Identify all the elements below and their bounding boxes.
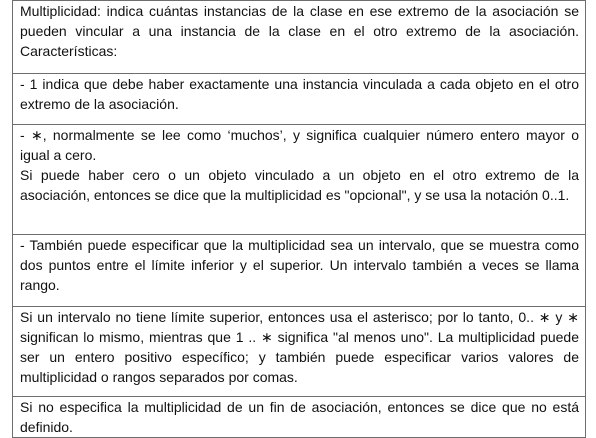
- paragraph-no-definido: [13, 397, 585, 437]
- paragraph-text: - ∗, normalmente se lee como ‘muchos’, y significa cualquier número entero mayor o igual a cero.: [20, 127, 579, 163]
- paragraph-multiplicidad-definicion: [13, 1, 585, 61]
- paragraph-uno-exacto: [13, 74, 585, 114]
- paragraph-text: Si un intervalo no tiene límite superior, entonces usa el asterisco; por lo tanto, 0.. ∗ y ∗ significan lo mismo, mientras que 1 .. ∗ significa "al menos uno". La multiplicidad puede ser un entero positivo específico; y también puede especificar varios valores de multiplicidad o rangos separados por comas.: [20, 309, 579, 385]
- paragraph-sin-limite-superior: [13, 307, 585, 387]
- paragraph-intervalo: [13, 235, 585, 295]
- paragraph-text: Multiplicidad: indica cuántas instancias de la clase en ese extremo de la asociación se pueden vincular a una instancia de la clase en el otro extremo de la asociación. Características:: [20, 3, 579, 59]
- paragraph-text: - También puede especificar que la multiplicidad sea un intervalo, que se muestra como dos puntos entre el límite inferior y el superior. Un intervalo también a veces se llama rango.: [20, 237, 579, 293]
- paragraph-text: - 1 indica que debe haber exactamente una instancia vinculada a cada objeto en el otro extremo de la asociación.: [20, 76, 579, 112]
- document-table: [12, 0, 586, 438]
- paragraph-text: Si puede haber cero o un objeto vinculado a un objeto en el otro extremo de la asociación, entonces se dice que la multiplicidad es "opcional", y se usa la notación 0..1.: [20, 167, 579, 203]
- paragraph-asterisco-muchos: [13, 125, 585, 205]
- paragraph-text: Si no especifica la multiplicidad de un fin de asociación, entonces se dice que no está definido.: [20, 399, 579, 435]
